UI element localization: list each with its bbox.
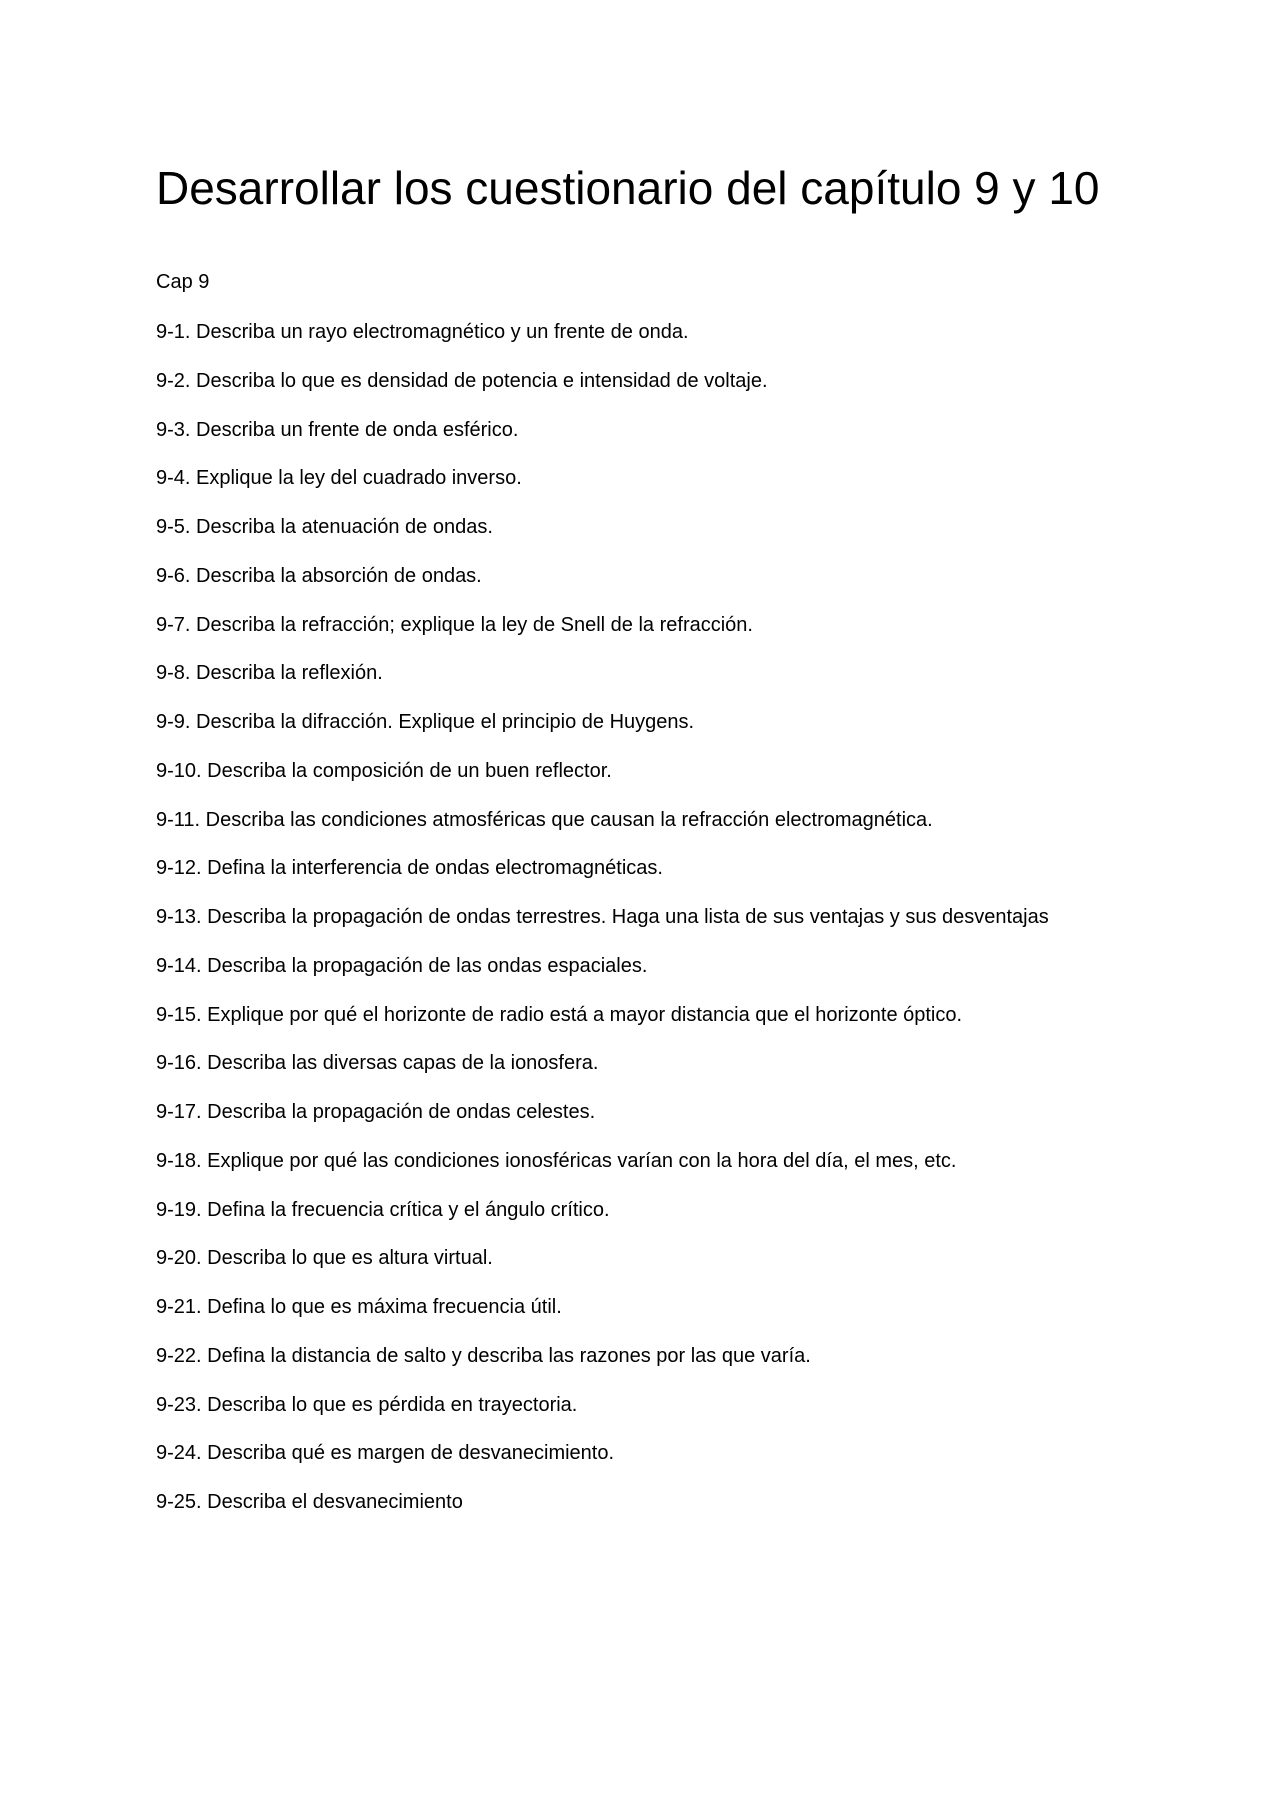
question-item: 9-9. Describa la difracción. Explique el principio de Huygens. — [156, 711, 695, 733]
question-item: 9-19. Defina la frecuencia crítica y el ángulo crítico. — [156, 1198, 610, 1221]
question-item: 9-1. Describa un rayo electromagnético y un frente de onda. — [156, 321, 689, 343]
question-item: 9-3. Describa un frente de onda esférico. — [156, 418, 519, 441]
document-title: Desarrollar los cuestionario del capítulo 9 y 10 — [156, 162, 1100, 214]
question-item: 9-11. Describa las condiciones atmosféricas que causan la refracción electromagnética. — [156, 808, 933, 831]
section-label: Cap 9 — [156, 271, 210, 293]
question-item: 9-25. Describa el desvanecimiento — [156, 1491, 463, 1513]
question-item: 9-10. Describa la composición de un buen reflector. — [156, 759, 612, 782]
question-item: 9-4. Explique la ley del cuadrado inverso. — [156, 467, 522, 490]
question-item: 9-22. Defina la distancia de salto y describa las razones por las que varía. — [156, 1344, 811, 1367]
question-item: 9-18. Explique por qué las condiciones ionosféricas varían con la hora del día, el mes, etc. — [156, 1149, 957, 1172]
question-item: 9-21. Defina lo que es máxima frecuencia útil. — [156, 1296, 562, 1318]
question-item: 9-24. Describa qué es margen de desvanecimiento. — [156, 1442, 615, 1465]
question-item: 9-5. Describa la atenuación de ondas. — [156, 516, 493, 538]
question-item: 9-20. Describa lo que es altura virtual. — [156, 1247, 493, 1270]
question-item: 9-12. Defina la interferencia de ondas electromagnéticas. — [156, 857, 663, 880]
question-item: 9-6. Describa la absorción de ondas. — [156, 564, 482, 587]
question-item: 9-13. Describa la propagación de ondas terrestres. Haga una lista de sus ventajas y sus desventajas — [156, 906, 1049, 928]
question-item: 9-15. Explique por qué el horizonte de radio está a mayor distancia que el horizonte óptico. — [156, 1003, 963, 1026]
question-item: 9-16. Describa las diversas capas de la ionosfera. — [156, 1052, 599, 1075]
question-item: 9-14. Describa la propagación de las ondas espaciales. — [156, 954, 648, 977]
question-item: 9-17. Describa la propagación de ondas celestes. — [156, 1101, 596, 1123]
question-item: 9-23. Describa lo que es pérdida en trayectoria. — [156, 1393, 578, 1416]
question-item: 9-2. Describa lo que es densidad de potencia e intensidad de voltaje. — [156, 369, 768, 392]
question-item: 9-7. Describa la refracción; explique la ley de Snell de la refracción. — [156, 613, 753, 636]
question-item: 9-8. Describa la reflexión. — [156, 662, 383, 685]
question-list — [156, 318, 1256, 1537]
